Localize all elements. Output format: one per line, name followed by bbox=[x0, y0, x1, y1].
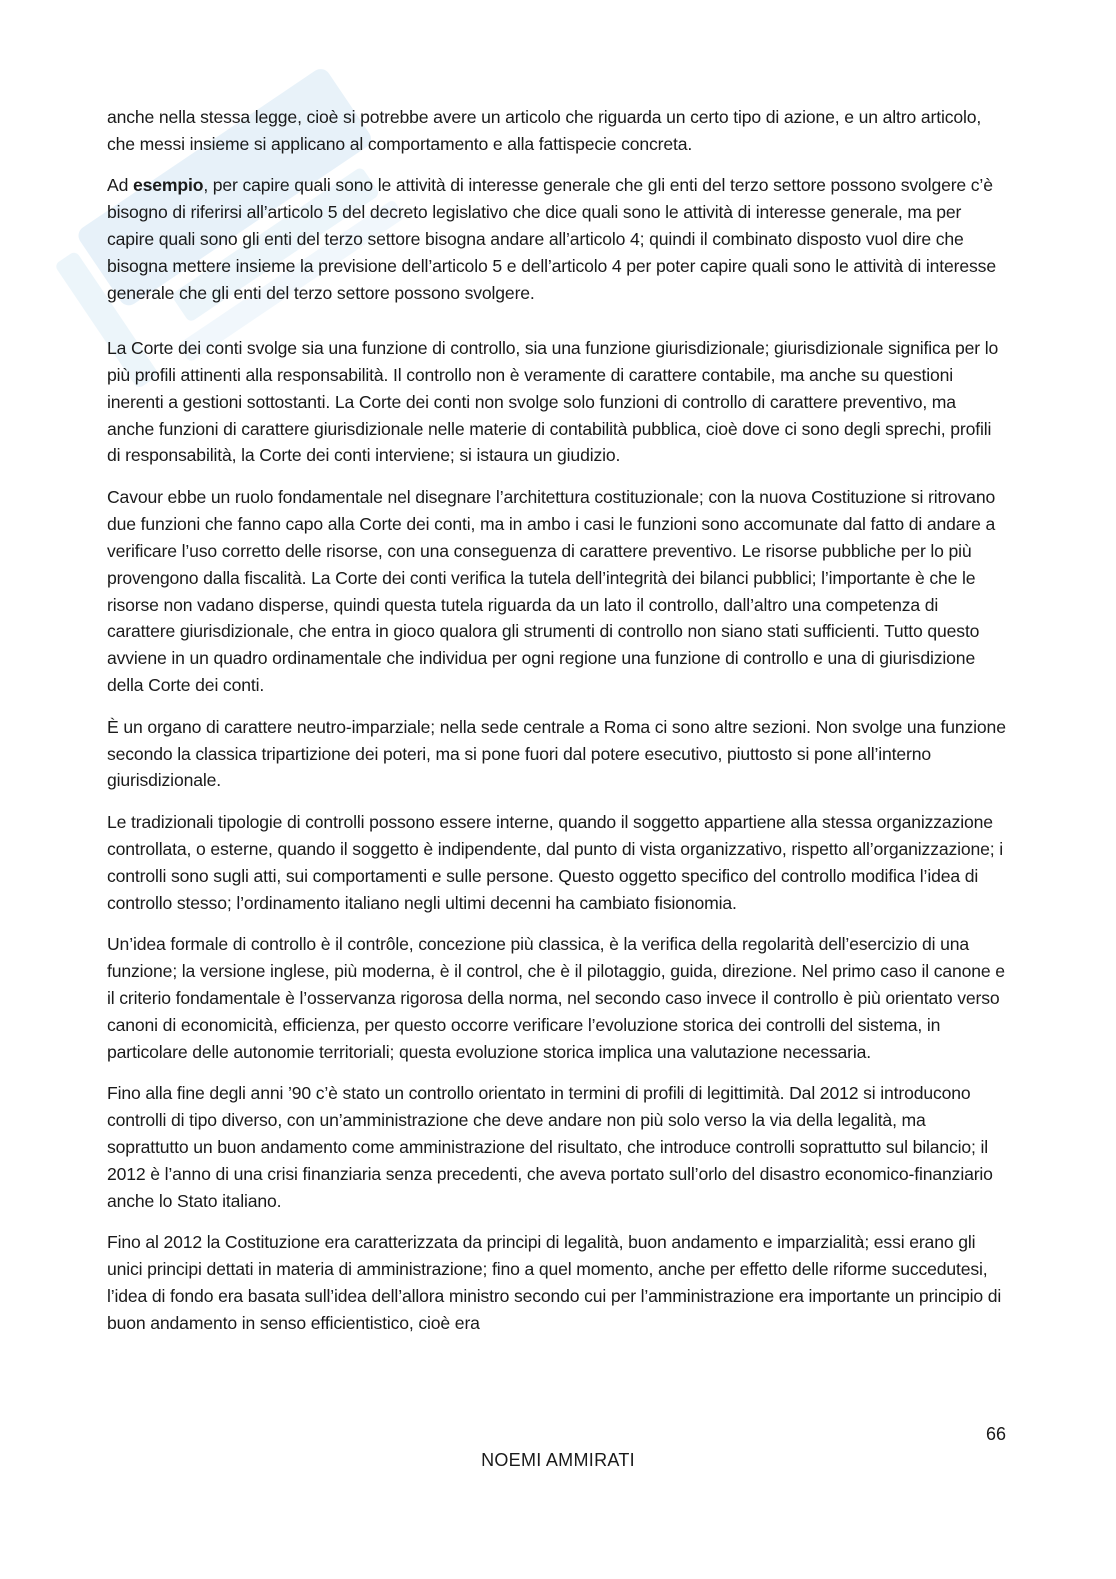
paragraph bbox=[107, 931, 1007, 1066]
paragraph-text: Fino al 2012 la Costituzione era caratterizzata da principi di legalità, buon andamento e imparzialità; essi erano gli unici principi dettati in materia di amministrazione; fino a quel momento, anche per effetto delle riforme succedutesi, l’idea di fondo era basata sull’idea dell’allora ministro secondo cui per l’amministrazione era importante un principio di buon andamento in senso efficientistico, cioè era bbox=[107, 1232, 1002, 1333]
footer-author: NOEMI AMMIRATI bbox=[481, 1450, 635, 1470]
paragraph-text: Fino alla fine degli anni ’90 c’è stato un controllo orientato in termini di profili di legittimità. Dal 2012 si introducono controlli di tipo diverso, con un’amministrazione che deve andare non più solo verso la via della legalità, ma soprattutto un buon andamento come amministrazione del risultato, che introduce controlli soprattutto sul bilancio; il 2012 è l’anno di una crisi finanziaria senza precedenti, che aveva portato sull’orlo del disastro economico-finanziario anche lo Stato italiano. bbox=[107, 1083, 993, 1211]
paragraph bbox=[107, 1080, 1007, 1215]
paragraph bbox=[107, 484, 1007, 699]
paragraph bbox=[107, 104, 1007, 158]
paragraph-text: , per capire quali sono le attività di interesse generale che gli enti del terzo settore possono svolgere c’è bisogno di riferirsi all’articolo 5 del decreto legislativo che dice quali sono le attività di interesse generale, ma per capire quali sono gli enti del terzo settore bisogna andare all’articolo 4; quindi il combinato disposto vuol dire che bisogna mettere insieme la previsione dell’articolo 5 e dell’articolo 4 per poter capire quali sono le attività di interesse generale che gli enti del terzo settore possono svolgere. bbox=[107, 175, 996, 303]
paragraph bbox=[107, 172, 1007, 307]
paragraph-text: Le tradizionali tipologie di controlli possono essere interne, quando il soggetto appartiene alla stessa organizzazione controllata, o esterne, quando il soggetto è indipendente, dal punto di vista organizzativo, rispetto all’organizzazione; i controlli sono sugli atti, sui comportamenti e sulle persone. Questo oggetto specifico del controllo modifica l’idea di controllo stesso; l’ordinamento italiano negli ultimi decenni ha cambiato fisionomia. bbox=[107, 811, 1004, 913]
paragraph-text: È un organo di carattere neutro-imparziale; nella sede centrale a Roma ci sono altre sezioni. Non svolge una funzione secondo la classica tripartizione dei poteri, ma si pone fuori dal potere esecutivo, piuttosto si pone all’interno giurisdizionale. bbox=[107, 716, 1006, 791]
paragraph-text: La Corte dei conti svolge sia una funzione di controllo, sia una funzione giurisdizionale; giurisdizionale significa per lo più profili attinenti alla responsabilità. Il controllo non è veramente di carattere contabile, ma anche su questioni inerenti a gestioni sottostanti. La Corte dei conti non svolge solo funzioni di controllo di carattere preventivo, ma anche funzioni di carattere giurisdizionale nelle materie di contabilità pubblica, cioè dove ci sono degli sprechi, profili di responsabilità, la Corte dei conti interviene; si istaura un giudizio. bbox=[107, 337, 999, 466]
paragraph-text: anche nella stessa legge, cioè si potrebbe avere un articolo che riguarda un certo tipo di azione, e un altro articolo, che messi insieme si applicano al comportamento e alla fattispecie concreta. bbox=[107, 107, 982, 154]
paragraph-text: Cavour ebbe un ruolo fondamentale nel disegnare l’architettura costituzionale; con la nuova Costituzione si ritrovano due funzioni che fanno capo alla Corte dei conti, ma in ambo i casi le funzioni sono accomunate dal fatto di andare a verificare l’uso corretto delle risorse, con una conseguenza di carattere preventivo. Le risorse pubbliche per lo più provengono dalla fiscalità. La Corte dei conti verifica la tutela dell’integrità dei bilanci pubblici; l’importante è che le risorse non vadano disperse, quindi questa tutela riguarda da un lato il controllo, dall’altro una competenza di carattere giurisdizionale, che entra in gioco qualora gli strumenti di controllo non siano stati sufficienti. Tutto questo avviene in un quadro ordinamentale che individua per ogni regione una funzione di controllo e una di giurisdizione della Corte dei conti. bbox=[107, 486, 996, 696]
paragraph bbox=[107, 809, 1007, 917]
paragraph bbox=[107, 335, 1007, 470]
paragraph-lead: Ad bbox=[107, 175, 133, 196]
paragraph-text: Un’idea formale di controllo è il contrôle, concezione più classica, è la verifica della regolarità dell’esercizio di una funzione; la versione inglese, più moderna, è il control, che è il pilotaggio, guida, direzione. Nel primo caso il canone e il criterio fondamentale è l’osservanza rigorosa della norma, nel secondo caso invece il controllo è più orientato verso canoni di economicità, efficienza, per questo occorre verificare l’evoluzione storica dei controlli del sistema, in particolare delle autonomie territoriali; questa evoluzione storica implica una valutazione necessaria. bbox=[107, 933, 1005, 1062]
page-number: 66 bbox=[985, 1424, 1006, 1444]
paragraph bbox=[107, 1229, 1007, 1337]
document-body bbox=[107, 104, 1007, 1351]
emphasis-text: esempio bbox=[132, 175, 204, 196]
paragraph bbox=[107, 714, 1007, 795]
